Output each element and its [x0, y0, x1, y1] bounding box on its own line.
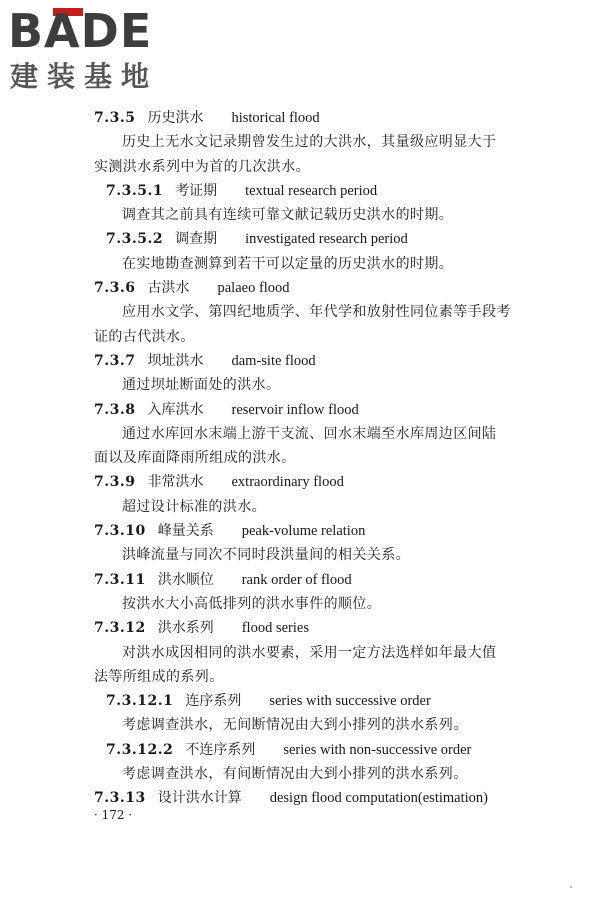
logo-wordmark: BADE — [8, 4, 153, 58]
term-heading — [94, 227, 524, 251]
term-chinese: 入库洪水 — [147, 401, 204, 418]
document-body — [94, 106, 524, 811]
term-number: 7.3.13 — [94, 790, 146, 807]
term-number: 7.3.5 — [94, 110, 136, 126]
definition-line: 洪峰流量与同次不同时段洪量间的相关关系。 — [122, 547, 410, 564]
term-number: 7.3.12.2 — [106, 741, 174, 758]
term-number: 7.3.12 — [94, 620, 146, 637]
term-english: design flood computation(estimation) — [269, 790, 488, 807]
term-chinese: 连序系列 — [185, 693, 242, 710]
logo-chinese-name: 建装基地 — [10, 60, 159, 93]
bade-logo — [8, 6, 178, 96]
definition-line: 通过坝址断面处的洪水。 — [122, 377, 281, 394]
definition-line: 法等所组成的系列。 — [94, 668, 224, 685]
definition-line: 考虑调查洪水，有间断情况由大到小排列的洪水系列。 — [122, 766, 468, 783]
term-number: 7.3.8 — [94, 401, 136, 418]
term-heading — [94, 786, 524, 810]
definition-line: 按洪水大小高低排列的洪水事件的顺位。 — [122, 595, 382, 612]
term-chinese: 设计洪水计算 — [157, 790, 242, 807]
term-number: 7.3.5.1 — [106, 182, 164, 199]
term-heading — [94, 349, 524, 373]
definition-line: 证的古代洪水。 — [94, 328, 195, 345]
definition-line: 应用水文学、第四纪地质学、年代学和放射性同位素等手段考 — [122, 304, 511, 321]
term-english: historical flood — [231, 110, 320, 126]
term-english: textual research period — [245, 182, 378, 199]
term-heading — [94, 519, 524, 543]
term-chinese: 考证期 — [175, 182, 218, 199]
definition-line: 在实地勘查测算到若干可以定量的历史洪水的时期。 — [122, 255, 454, 272]
term-number: 7.3.10 — [94, 523, 146, 540]
term-heading — [94, 568, 524, 592]
term-number: 7.3.6 — [94, 280, 136, 297]
definition-line: 考虑调查洪水，无间断情况由大到小排列的洪水系列。 — [122, 717, 468, 734]
term-chinese: 峰量关系 — [157, 523, 214, 540]
term-english: series with non-successive order — [283, 741, 472, 758]
term-heading — [94, 179, 524, 203]
term-chinese: 洪水顺位 — [157, 571, 214, 588]
term-english: series with successive order — [269, 693, 431, 710]
term-heading — [94, 276, 524, 300]
term-english: reservoir inflow flood — [231, 401, 359, 418]
definition-line: 对洪水成因相同的洪水要素，采用一定方法选样如年最大值 — [122, 644, 497, 661]
term-number: 7.3.9 — [94, 474, 136, 491]
term-english: dam-site flood — [231, 352, 316, 369]
term-heading — [94, 689, 524, 713]
term-heading — [94, 470, 524, 494]
definition-line: 调查其之前具有连续可靠文献记载历史洪水的时期。 — [122, 207, 454, 224]
term-english: flood series — [241, 620, 309, 637]
term-chinese: 不连序系列 — [185, 741, 256, 758]
term-chinese: 非常洪水 — [147, 474, 204, 491]
definition-line: 面以及库面降雨所组成的洪水。 — [94, 450, 296, 467]
term-heading — [94, 398, 524, 422]
term-english: investigated research period — [245, 231, 408, 248]
term-chinese: 坝址洪水 — [147, 352, 204, 369]
definition-line: 通过水库回水末端上游干支流、回水末端至水库周边区间陆 — [122, 425, 497, 442]
term-english: extraordinary flood — [231, 474, 344, 491]
term-chinese: 调查期 — [175, 231, 218, 248]
term-english: palaeo flood — [217, 280, 290, 297]
term-heading — [94, 616, 524, 640]
term-number: 7.3.5.2 — [106, 231, 164, 248]
term-heading — [94, 106, 524, 130]
term-number: 7.3.7 — [94, 352, 136, 369]
term-english: peak-volume relation — [241, 523, 366, 540]
scan-speck — [570, 886, 572, 888]
term-chinese: 洪水系列 — [157, 620, 214, 637]
term-heading — [94, 738, 524, 762]
definition-line: 超过设计标准的洪水。 — [122, 498, 266, 515]
definition-line: 历史上无水文记录期曾发生过的大洪水，其量级应明显大于 — [122, 134, 497, 151]
term-chinese: 古洪水 — [147, 280, 190, 297]
term-number: 7.3.11 — [94, 571, 146, 588]
definition-line: 实测洪水系列中为首的几次洪水。 — [94, 158, 310, 175]
term-chinese: 历史洪水 — [147, 110, 204, 126]
term-english: rank order of flood — [241, 571, 352, 588]
page-number: · 172 · — [94, 808, 133, 822]
term-number: 7.3.12.1 — [106, 693, 174, 710]
